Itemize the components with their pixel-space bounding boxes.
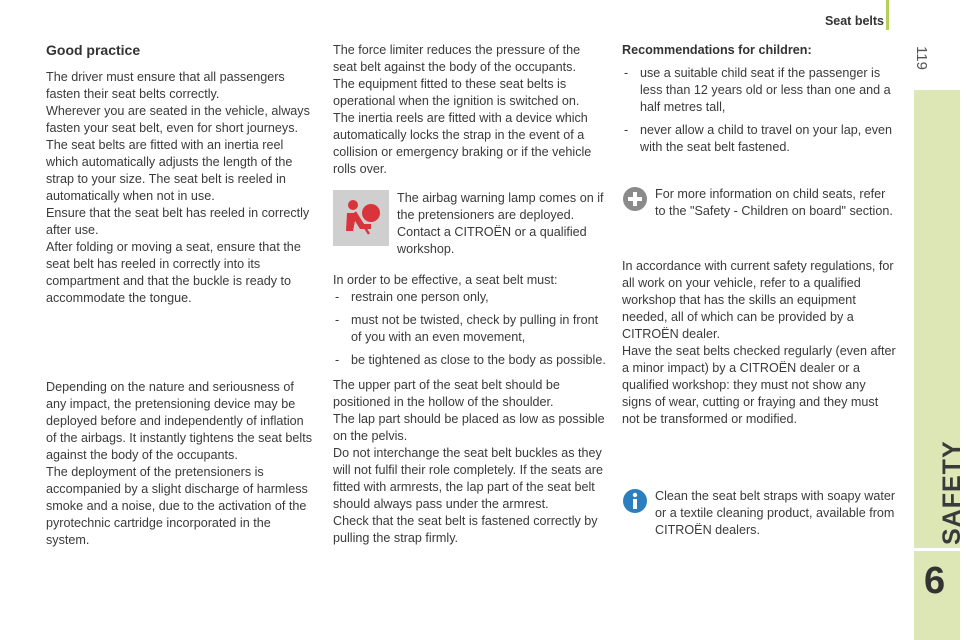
column-seat-belt-function [333,42,607,547]
paragraph: The force limiter reduces the pressure of the seat belt against the body of the occupants. [333,43,581,74]
list-item: - must not be twisted, check by pulling in front of you with an even movement, [333,312,607,346]
children-recommendations-list [622,65,897,156]
paragraph: Do not interchange the seat belt buckles as they will not fulfil their role completely. If the seats are fitted with armrests, the lap part of the seat belt should always pass under the armrest. [333,446,603,511]
chapter-tab-divider [914,548,960,551]
paragraph: Have the seat belts checked regularly (even after a minor impact) by a CITROËN dealer or a qualified workshop: they must not show any signs of wear, cutting or fraying and they must not be transformed or modified. [622,344,896,426]
paragraph: The equipment fitted to these seat belts is operational when the ignition is switched on. [333,77,580,108]
column-good-practice [46,42,314,549]
list-item: - never allow a child to travel on your lap, even with the seat belt fastened. [622,122,897,156]
airbag-warning-text: The airbag warning lamp comes on if the pretensioners are deployed. Contact a CITROËN or a qualified workshop. [397,191,604,256]
child-seat-info-callout [622,186,897,246]
paragraph: The driver must ensure that all passengers fasten their seat belts correctly. [46,70,285,101]
list-item: - use a suitable child seat if the passenger is less than 12 years old or less than one and a half metres tall, [622,65,897,116]
column-children [622,42,897,539]
airbag-warning-icon [333,190,389,246]
paragraph: Depending on the nature and seriousness of any impact, the pretensioning device may be deployed before and independently of inflation of the airbags. It instantly tightens the seat belts against the body of the occupants. [46,380,313,462]
header-rule [886,0,889,30]
paragraph: In accordance with current safety regulations, for all work on your vehicle, refer to a qualified workshop that has the skills an equipment needed, all of which can be provided by a CITROËN dealer. [622,259,894,341]
cleaning-info-callout [622,488,897,539]
paragraph: The upper part of the seat belt should be positioned in the hollow of the shoulder. [333,378,560,409]
effective-requirements-list [333,289,607,369]
chapter-tab [914,90,960,640]
list-item: - be tightened as close to the body as possible. [333,352,607,369]
paragraph: Ensure that the seat belt has reeled in correctly after use. [46,206,310,237]
plus-icon [622,186,648,217]
paragraph: After folding or moving a seat, ensure that the seat belt has reeled in correctly into its compartment and that the buckle is ready to accommodate the tongue. [46,240,301,305]
list-item: - restrain one person only, [333,289,607,306]
paragraph: Check that the seat belt is fastened correctly by pulling the strap firmly. [333,514,598,545]
cleaning-info-text: Clean the seat belt straps with soapy water or a textile cleaning product, available from CITROËN dealers. [655,489,896,537]
page-header-title: Seat belts [824,14,884,28]
subheading: Recommendations for children: [622,43,812,57]
child-seat-info-text: For more information on child seats, refer to the "Safety - Children on board" section. [655,187,893,218]
chapter-tab-label: SAFETY [938,440,966,545]
page-number: 119 [913,46,930,70]
paragraph: In order to be effective, a seat belt must: [333,273,558,287]
paragraph: The seat belts are fitted with an inertia reel which automatically adjusts the length of the strap to your size. The seat belt is reeled in automatically when not in use. [46,138,293,203]
paragraph: The inertia reels are fitted with a device which automatically locks the strap in the event of a collision or emergency braking or if the vehicle rolls over. [333,111,592,176]
paragraph: Wherever you are seated in the vehicle, always fasten your seat belt, even for short journeys. [46,104,310,135]
info-icon [622,488,648,519]
chapter-number: 6 [924,560,946,602]
section-heading: Good practice [46,42,141,58]
paragraph: The lap part should be placed as low as possible on the pelvis. [333,412,605,443]
paragraph: The deployment of the pretensioners is accompanied by a slight discharge of harmless smoke and a noise, due to the activation of the pyrotechnic cartridge incorporated in the system. [46,465,308,547]
